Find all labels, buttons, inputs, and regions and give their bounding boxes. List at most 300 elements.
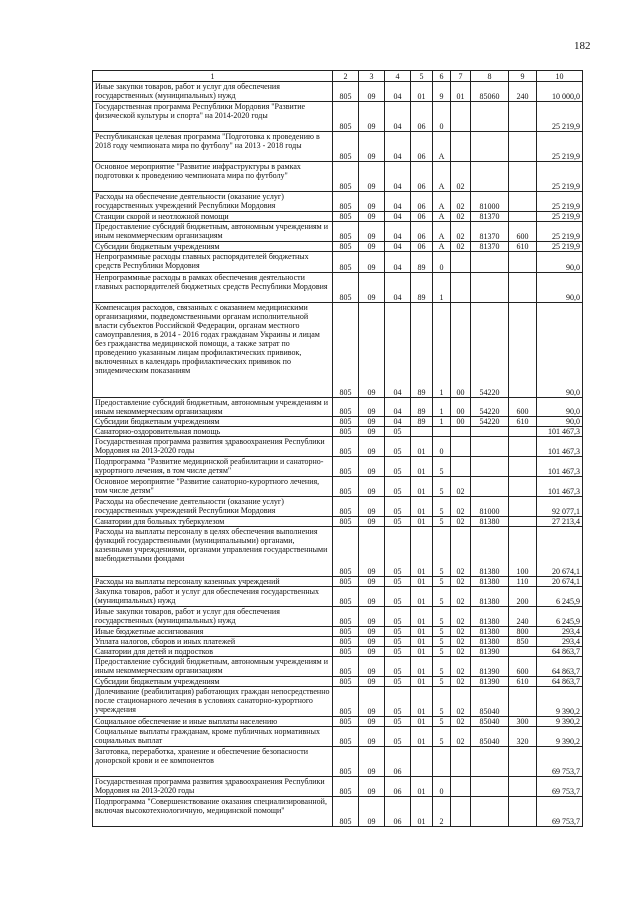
- row-code-cell-c9: [509, 427, 537, 437]
- row-code-cell-c2: 805: [333, 427, 359, 437]
- row-code-cell-c8: 85040: [471, 727, 509, 747]
- row-code-cell-c6: 5: [433, 457, 451, 477]
- row-code-cell-c7: 00: [451, 303, 471, 398]
- row-name-cell: Уплата налогов, сборов и иных платежей: [93, 637, 333, 647]
- budget-table: [92, 70, 583, 827]
- row-code-cell-c8: 85040: [471, 717, 509, 727]
- row-code-cell-c3: 09: [359, 577, 385, 587]
- row-code-cell-c9: [509, 777, 537, 797]
- row-code-cell-c7: 02: [451, 212, 471, 222]
- row-amount-cell: 25 219,9: [537, 212, 583, 222]
- table-row: [93, 717, 583, 727]
- header-col-4: 4: [385, 71, 411, 82]
- row-amount-cell: 101 467,3: [537, 477, 583, 497]
- row-code-cell-c4: 05: [385, 527, 411, 577]
- row-code-cell-c5: 01: [411, 777, 433, 797]
- row-code-cell-c5: 01: [411, 727, 433, 747]
- row-code-cell-c4: 05: [385, 727, 411, 747]
- row-code-cell-c5: 06: [411, 192, 433, 212]
- row-code-cell-c6: 5: [433, 677, 451, 687]
- row-code-cell-c4: 04: [385, 273, 411, 303]
- row-code-cell-c6: [433, 747, 451, 777]
- row-name-cell: Санаторно-оздоровительная помощь: [93, 427, 333, 437]
- row-code-cell-c5: 01: [411, 437, 433, 457]
- row-name-cell: Расходы на обеспечение деятельности (оказание услуг) государственных учреждений Республики Мордовия: [93, 192, 333, 212]
- row-code-cell-c9: [509, 497, 537, 517]
- row-amount-cell: 9 390,2: [537, 727, 583, 747]
- row-name-cell: Санатории для детей и подростков: [93, 647, 333, 657]
- row-code-cell-c7: 02: [451, 647, 471, 657]
- table-row: [93, 303, 583, 398]
- row-code-cell-c3: 09: [359, 303, 385, 398]
- table-row: [93, 132, 583, 162]
- row-code-cell-c8: 81380: [471, 587, 509, 607]
- row-amount-cell: 101 467,3: [537, 437, 583, 457]
- row-code-cell-c9: [509, 192, 537, 212]
- header-col-3: 3: [359, 71, 385, 82]
- table-row: [93, 162, 583, 192]
- row-code-cell-c5: 89: [411, 398, 433, 417]
- row-code-cell-c7: 02: [451, 687, 471, 717]
- table-row: [93, 252, 583, 273]
- row-name-cell: Станции скорой и неотложной помощи: [93, 212, 333, 222]
- row-code-cell-c7: [451, 777, 471, 797]
- row-amount-cell: 90,0: [537, 252, 583, 273]
- row-code-cell-c6: 0: [433, 252, 451, 273]
- row-code-cell-c3: 09: [359, 242, 385, 252]
- row-code-cell-c8: [471, 427, 509, 437]
- row-code-cell-c5: 89: [411, 252, 433, 273]
- row-amount-cell: 69 753,7: [537, 797, 583, 827]
- row-code-cell-c9: 600: [509, 657, 537, 677]
- row-name-cell: Социальные выплаты гражданам, кроме публичных нормативных социальных выплат: [93, 727, 333, 747]
- row-code-cell-c4: 05: [385, 647, 411, 657]
- table-row: [93, 637, 583, 647]
- row-code-cell-c4: 05: [385, 497, 411, 517]
- row-code-cell-c3: 09: [359, 627, 385, 637]
- row-code-cell-c7: [451, 747, 471, 777]
- row-code-cell-c6: 5: [433, 717, 451, 727]
- row-code-cell-c7: 02: [451, 477, 471, 497]
- row-code-cell-c9: [509, 102, 537, 132]
- row-code-cell-c8: 81390: [471, 677, 509, 687]
- table-row: [93, 797, 583, 827]
- row-code-cell-c2: 805: [333, 82, 359, 102]
- table-row: [93, 777, 583, 797]
- row-code-cell-c2: 805: [333, 497, 359, 517]
- row-name-cell: Непрограммные расходы в рамках обеспечения деятельности главных распорядителей бюджетных средств Республики Мордовия: [93, 273, 333, 303]
- row-name-cell: Субсидии бюджетным учреждениям: [93, 242, 333, 252]
- row-amount-cell: 25 219,9: [537, 222, 583, 242]
- row-code-cell-c3: 09: [359, 212, 385, 222]
- table-row: [93, 517, 583, 527]
- row-code-cell-c9: 100: [509, 527, 537, 577]
- row-code-cell-c7: [451, 797, 471, 827]
- row-code-cell-c2: 805: [333, 252, 359, 273]
- table-row: [93, 747, 583, 777]
- row-code-cell-c9: 600: [509, 398, 537, 417]
- row-code-cell-c8: [471, 252, 509, 273]
- row-code-cell-c9: 240: [509, 82, 537, 102]
- row-code-cell-c8: [471, 777, 509, 797]
- row-amount-cell: 101 467,3: [537, 427, 583, 437]
- row-code-cell-c9: [509, 132, 537, 162]
- row-code-cell-c2: 805: [333, 717, 359, 727]
- row-code-cell-c4: 05: [385, 517, 411, 527]
- row-code-cell-c6: 1: [433, 273, 451, 303]
- row-code-cell-c4: 04: [385, 222, 411, 242]
- table-row: [93, 102, 583, 132]
- row-name-cell: Республиканская целевая программа "Подготовка к проведению в 2018 году чемпионата мира по футболу" на 2013 - 2018 годы: [93, 132, 333, 162]
- row-code-cell-c2: 805: [333, 587, 359, 607]
- row-code-cell-c9: 610: [509, 242, 537, 252]
- row-code-cell-c9: [509, 687, 537, 717]
- row-code-cell-c7: 02: [451, 607, 471, 627]
- row-code-cell-c7: 02: [451, 517, 471, 527]
- row-name-cell: Предоставление субсидий бюджетным, автономным учреждениям и иным некоммерческим организациям: [93, 398, 333, 417]
- row-code-cell-c5: 06: [411, 162, 433, 192]
- row-code-cell-c2: 805: [333, 242, 359, 252]
- row-code-cell-c8: [471, 273, 509, 303]
- row-code-cell-c6: 5: [433, 577, 451, 587]
- row-code-cell-c5: 01: [411, 497, 433, 517]
- row-code-cell-c9: [509, 162, 537, 192]
- row-code-cell-c5: 89: [411, 417, 433, 427]
- row-code-cell-c5: 89: [411, 303, 433, 398]
- row-code-cell-c5: 01: [411, 82, 433, 102]
- row-code-cell-c6: А: [433, 242, 451, 252]
- table-row: [93, 222, 583, 242]
- row-code-cell-c6: 5: [433, 477, 451, 497]
- row-code-cell-c4: 05: [385, 427, 411, 437]
- row-code-cell-c2: 805: [333, 437, 359, 457]
- row-code-cell-c7: 02: [451, 242, 471, 252]
- row-code-cell-c6: 5: [433, 637, 451, 647]
- header-col-10: 10: [537, 71, 583, 82]
- row-code-cell-c8: 81370: [471, 242, 509, 252]
- row-code-cell-c8: 81380: [471, 637, 509, 647]
- row-code-cell-c8: [471, 132, 509, 162]
- row-code-cell-c2: 805: [333, 477, 359, 497]
- row-amount-cell: 101 467,3: [537, 457, 583, 477]
- row-amount-cell: 6 245,9: [537, 587, 583, 607]
- row-code-cell-c8: [471, 162, 509, 192]
- row-code-cell-c9: 240: [509, 607, 537, 627]
- row-code-cell-c3: 09: [359, 777, 385, 797]
- row-code-cell-c3: 09: [359, 427, 385, 437]
- row-code-cell-c3: 09: [359, 477, 385, 497]
- row-code-cell-c2: 805: [333, 777, 359, 797]
- row-code-cell-c3: 09: [359, 222, 385, 242]
- row-code-cell-c2: 805: [333, 627, 359, 637]
- row-code-cell-c7: [451, 102, 471, 132]
- row-code-cell-c7: 02: [451, 577, 471, 587]
- row-code-cell-c6: 1: [433, 417, 451, 427]
- row-code-cell-c8: 81000: [471, 497, 509, 517]
- row-code-cell-c7: [451, 132, 471, 162]
- row-code-cell-c7: 02: [451, 657, 471, 677]
- row-code-cell-c7: [451, 252, 471, 273]
- row-code-cell-c6: 5: [433, 657, 451, 677]
- table-row: [93, 577, 583, 587]
- row-code-cell-c2: 805: [333, 273, 359, 303]
- header-col-7: 7: [451, 71, 471, 82]
- row-code-cell-c7: 02: [451, 192, 471, 212]
- row-amount-cell: 25 219,9: [537, 132, 583, 162]
- table-row: [93, 242, 583, 252]
- row-code-cell-c5: 01: [411, 687, 433, 717]
- row-code-cell-c8: 54220: [471, 303, 509, 398]
- row-amount-cell: 64 863,7: [537, 677, 583, 687]
- row-code-cell-c4: 05: [385, 587, 411, 607]
- row-amount-cell: 92 077,1: [537, 497, 583, 517]
- row-code-cell-c8: [471, 457, 509, 477]
- row-code-cell-c6: 5: [433, 497, 451, 517]
- row-code-cell-c6: А: [433, 212, 451, 222]
- row-code-cell-c3: 09: [359, 607, 385, 627]
- row-name-cell: Закупка товаров, работ и услуг для обеспечения государственных (муниципальных) нужд: [93, 587, 333, 607]
- row-code-cell-c9: 850: [509, 637, 537, 647]
- row-amount-cell: 25 219,9: [537, 162, 583, 192]
- header-col-9: 9: [509, 71, 537, 82]
- row-code-cell-c4: 04: [385, 398, 411, 417]
- row-name-cell: Государственная программа развития здравоохранения Республики Мордовия на 2013-2020 годы: [93, 777, 333, 797]
- row-code-cell-c9: 800: [509, 627, 537, 637]
- row-amount-cell: 90,0: [537, 303, 583, 398]
- row-code-cell-c7: 00: [451, 417, 471, 427]
- row-code-cell-c7: 01: [451, 82, 471, 102]
- row-amount-cell: 20 674,1: [537, 577, 583, 587]
- row-name-cell: Иные закупки товаров, работ и услуг для обеспечения государственных (муниципальных) нужд: [93, 82, 333, 102]
- row-code-cell-c6: А: [433, 222, 451, 242]
- row-name-cell: Заготовка, переработка, хранение и обеспечение безопасности донорской крови и ее компонентов: [93, 747, 333, 777]
- row-code-cell-c7: 02: [451, 162, 471, 192]
- table-body: [93, 82, 583, 827]
- row-name-cell: Субсидии бюджетным учреждениям: [93, 677, 333, 687]
- row-code-cell-c6: 0: [433, 437, 451, 457]
- row-code-cell-c5: 01: [411, 517, 433, 527]
- row-amount-cell: 69 753,7: [537, 747, 583, 777]
- row-name-cell: Расходы на выплаты персоналу казенных учреждений: [93, 577, 333, 587]
- table-row: [93, 398, 583, 417]
- row-code-cell-c6: 5: [433, 727, 451, 747]
- row-code-cell-c7: [451, 427, 471, 437]
- row-code-cell-c8: 81380: [471, 577, 509, 587]
- row-code-cell-c3: 09: [359, 717, 385, 727]
- row-code-cell-c5: 01: [411, 457, 433, 477]
- row-code-cell-c6: А: [433, 162, 451, 192]
- row-code-cell-c7: 02: [451, 717, 471, 727]
- row-code-cell-c5: 01: [411, 577, 433, 587]
- row-code-cell-c3: 09: [359, 398, 385, 417]
- row-code-cell-c3: 09: [359, 417, 385, 427]
- row-code-cell-c2: 805: [333, 727, 359, 747]
- row-code-cell-c6: 0: [433, 102, 451, 132]
- row-code-cell-c6: 5: [433, 527, 451, 577]
- row-code-cell-c4: 05: [385, 457, 411, 477]
- row-code-cell-c2: 805: [333, 132, 359, 162]
- row-code-cell-c8: 81380: [471, 527, 509, 577]
- row-code-cell-c8: 85060: [471, 82, 509, 102]
- row-code-cell-c6: 5: [433, 587, 451, 607]
- row-code-cell-c5: 01: [411, 587, 433, 607]
- row-code-cell-c3: 09: [359, 162, 385, 192]
- row-code-cell-c5: [411, 427, 433, 437]
- row-code-cell-c7: 02: [451, 677, 471, 687]
- row-code-cell-c3: 09: [359, 677, 385, 687]
- row-code-cell-c2: 805: [333, 192, 359, 212]
- row-code-cell-c3: 09: [359, 637, 385, 647]
- table-row: [93, 82, 583, 102]
- row-code-cell-c6: [433, 427, 451, 437]
- table-row: [93, 477, 583, 497]
- row-code-cell-c3: 09: [359, 647, 385, 657]
- row-code-cell-c4: 05: [385, 637, 411, 647]
- row-amount-cell: 25 219,9: [537, 102, 583, 132]
- table-row: [93, 607, 583, 627]
- page-number: 182: [574, 40, 591, 52]
- row-code-cell-c5: 01: [411, 477, 433, 497]
- row-name-cell: Государственная программа Республики Мордовия "Развитие физической культуры и спорта" на 2014-2020 годы: [93, 102, 333, 132]
- table-row: [93, 657, 583, 677]
- row-amount-cell: 90,0: [537, 398, 583, 417]
- row-code-cell-c8: [471, 102, 509, 132]
- row-code-cell-c9: [509, 303, 537, 398]
- row-code-cell-c4: 04: [385, 303, 411, 398]
- row-code-cell-c8: 81000: [471, 192, 509, 212]
- row-code-cell-c3: 09: [359, 687, 385, 717]
- row-code-cell-c9: [509, 212, 537, 222]
- row-code-cell-c4: 05: [385, 627, 411, 637]
- row-code-cell-c7: 02: [451, 497, 471, 517]
- row-code-cell-c5: 89: [411, 273, 433, 303]
- row-code-cell-c4: 05: [385, 577, 411, 587]
- row-code-cell-c4: 05: [385, 657, 411, 677]
- row-code-cell-c4: 04: [385, 82, 411, 102]
- row-code-cell-c3: 09: [359, 82, 385, 102]
- row-code-cell-c7: 02: [451, 727, 471, 747]
- row-code-cell-c2: 805: [333, 102, 359, 132]
- row-code-cell-c6: 2: [433, 797, 451, 827]
- row-name-cell: Государственная программа развития здравоохранения Республики Мордовия на 2013-2020 годы: [93, 437, 333, 457]
- row-code-cell-c8: 81370: [471, 222, 509, 242]
- row-code-cell-c5: [411, 747, 433, 777]
- row-name-cell: Подпрограмма "Развитие медицинской реабилитации и санаторно-курортного лечения, в том числе детям": [93, 457, 333, 477]
- row-code-cell-c8: 81380: [471, 517, 509, 527]
- row-code-cell-c3: 09: [359, 497, 385, 517]
- row-code-cell-c9: 200: [509, 587, 537, 607]
- table-row: [93, 457, 583, 477]
- row-code-cell-c2: 805: [333, 222, 359, 242]
- table-row: [93, 727, 583, 747]
- row-code-cell-c5: 01: [411, 717, 433, 727]
- row-code-cell-c6: А: [433, 132, 451, 162]
- row-code-cell-c4: 04: [385, 132, 411, 162]
- row-name-cell: Социальное обеспечение и иные выплаты населению: [93, 717, 333, 727]
- table-row: [93, 427, 583, 437]
- row-code-cell-c4: 04: [385, 212, 411, 222]
- header-col-2: 2: [333, 71, 359, 82]
- row-code-cell-c2: 805: [333, 303, 359, 398]
- row-code-cell-c2: 805: [333, 747, 359, 777]
- row-amount-cell: 9 390,2: [537, 687, 583, 717]
- row-name-cell: Иные бюджетные ассигнования: [93, 627, 333, 637]
- row-code-cell-c6: 5: [433, 627, 451, 637]
- row-code-cell-c5: 06: [411, 222, 433, 242]
- row-code-cell-c9: [509, 252, 537, 273]
- row-code-cell-c5: 01: [411, 607, 433, 627]
- row-code-cell-c5: 06: [411, 132, 433, 162]
- row-code-cell-c8: [471, 747, 509, 777]
- row-code-cell-c5: 06: [411, 102, 433, 132]
- row-code-cell-c8: [471, 797, 509, 827]
- row-code-cell-c3: 09: [359, 797, 385, 827]
- header-col-1: 1: [93, 71, 333, 82]
- row-amount-cell: 64 863,7: [537, 647, 583, 657]
- row-name-cell: Предоставление субсидий бюджетным, автономным учреждениям и иным некоммерческим организациям: [93, 657, 333, 677]
- row-code-cell-c2: 805: [333, 517, 359, 527]
- row-code-cell-c4: 04: [385, 252, 411, 273]
- row-code-cell-c9: [509, 797, 537, 827]
- row-code-cell-c9: 610: [509, 677, 537, 687]
- row-code-cell-c2: 805: [333, 677, 359, 687]
- row-name-cell: Подпрограмма "Совершенствование оказания специализированной, включая высокотехнологичную, медицинской помощи": [93, 797, 333, 827]
- row-code-cell-c5: 01: [411, 797, 433, 827]
- row-name-cell: Основное мероприятие "Развитие санаторно-курортного лечения, том числе детям": [93, 477, 333, 497]
- row-code-cell-c4: 04: [385, 242, 411, 252]
- row-code-cell-c6: 1: [433, 398, 451, 417]
- row-name-cell: Непрограммные расходы главных распорядителей бюджетных средств Республики Мордовия: [93, 252, 333, 273]
- row-code-cell-c6: 5: [433, 607, 451, 627]
- row-name-cell: Субсидии бюджетным учреждениям: [93, 417, 333, 427]
- row-code-cell-c5: 01: [411, 647, 433, 657]
- row-code-cell-c7: 02: [451, 587, 471, 607]
- row-code-cell-c4: 05: [385, 717, 411, 727]
- row-code-cell-c2: 805: [333, 637, 359, 647]
- row-code-cell-c7: 02: [451, 627, 471, 637]
- row-code-cell-c5: 06: [411, 212, 433, 222]
- row-code-cell-c4: 05: [385, 607, 411, 627]
- row-code-cell-c4: 05: [385, 477, 411, 497]
- row-code-cell-c2: 805: [333, 687, 359, 717]
- table-row: [93, 417, 583, 427]
- row-name-cell: Компенсация расходов, связанных с оказанием медицинскими организациями, подведомственными органам исполнительной власти субъектов Российской Федерации, органам местного самоуправления, в 2014 - 2016 годах гражданам Украины и лицам без гражданства медицинской помощи, а также затрат по проведению указанным лицам профилактических прививок, включенных в календарь профилактических прививок по эпидемическим показаниям: [93, 303, 333, 398]
- row-code-cell-c4: 06: [385, 747, 411, 777]
- row-amount-cell: 69 753,7: [537, 777, 583, 797]
- row-amount-cell: 25 219,9: [537, 242, 583, 252]
- table-row: [93, 627, 583, 637]
- row-code-cell-c8: 81370: [471, 212, 509, 222]
- table-row: [93, 437, 583, 457]
- row-amount-cell: 9 390,2: [537, 717, 583, 727]
- row-code-cell-c8: [471, 437, 509, 457]
- header-col-6: 6: [433, 71, 451, 82]
- row-code-cell-c4: 04: [385, 417, 411, 427]
- row-code-cell-c3: 09: [359, 102, 385, 132]
- row-code-cell-c7: 02: [451, 222, 471, 242]
- row-name-cell: Основное мероприятие "Развитие инфраструктуры в рамках подготовки к проведению чемпионата мира по футболу": [93, 162, 333, 192]
- row-code-cell-c9: 320: [509, 727, 537, 747]
- row-code-cell-c8: 81390: [471, 657, 509, 677]
- row-code-cell-c3: 09: [359, 657, 385, 677]
- row-name-cell: Расходы на обеспечение деятельности (оказание услуг) государственных учреждений Республики Мордовия: [93, 497, 333, 517]
- row-code-cell-c7: 02: [451, 527, 471, 577]
- row-code-cell-c2: 805: [333, 797, 359, 827]
- table-row: [93, 647, 583, 657]
- row-code-cell-c8: [471, 477, 509, 497]
- row-code-cell-c3: 09: [359, 517, 385, 527]
- row-code-cell-c2: 805: [333, 417, 359, 427]
